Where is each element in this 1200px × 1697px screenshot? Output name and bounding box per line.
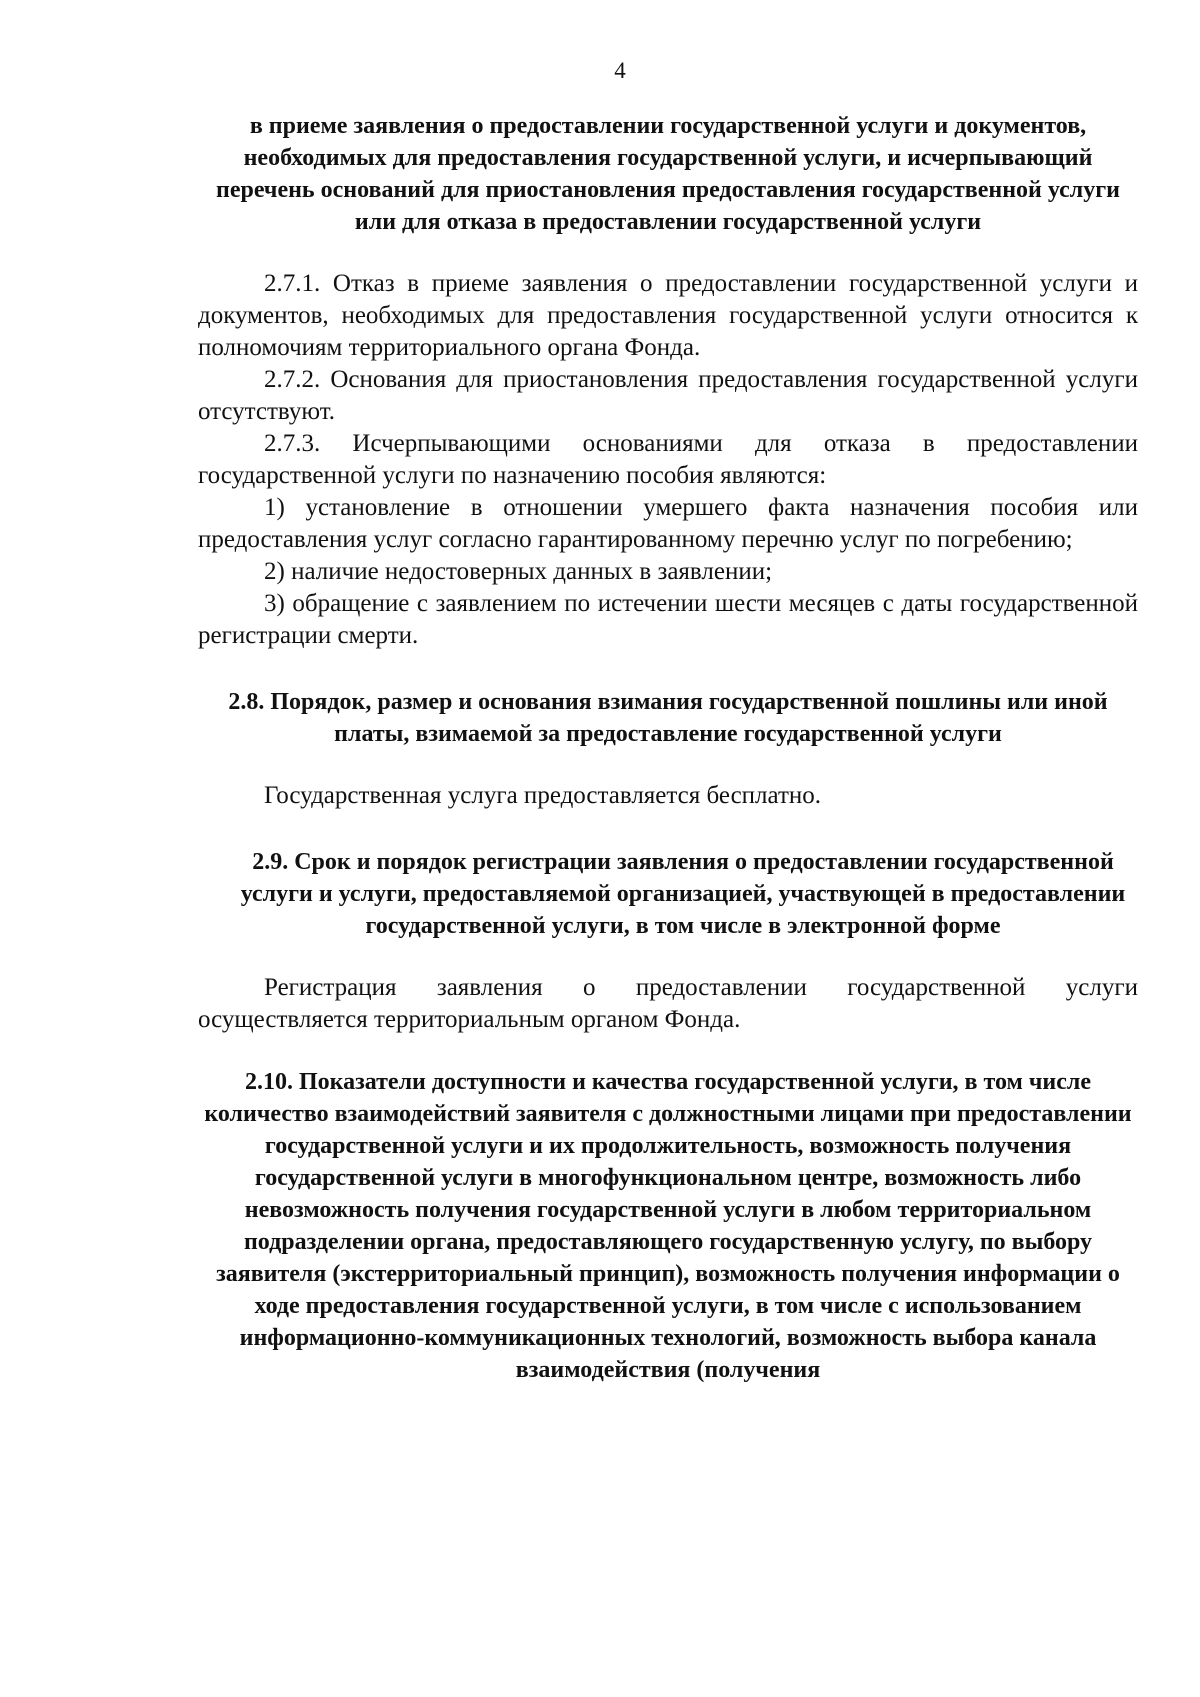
section-2-8-heading: 2.8. Порядок, размер и основания взимания государственной пошлины или иной платы, взимаемой за предоставление государственной услуги — [228, 689, 1108, 747]
section-2-10-heading: 2.10. Показатели доступности и качества государственной услуги, в том числе количество взаимодействий заявителя с должностными лицами при предоставлении государственной услуги и их продолжительность, возможность получения государственной услуги в многофункциональном центре, возможность либо невозможность получения государственной услуги в любом территориальном подразделении органа, предоставляющего государственную услугу, по выбору заявителя (экстерриториальный принцип), возможность получения информации о ходе предоставления государственной услуги, в том числе с использованием информационно-коммуникационных технологий, возможность выбора канала взаимодействия (получения — [204, 1069, 1132, 1383]
paragraph-2-7-3: 2.7.3. Исчерпывающими основаниями для отказа в предоставлении государственной услуги по назначению пособия являются: — [198, 430, 1138, 489]
section-2-10 — [198, 1066, 1138, 1386]
section-2-8-text: Государственная услуга предоставляется бесплатно. — [264, 782, 822, 809]
section-2-8 — [198, 686, 1138, 812]
paragraph-2-7-2: 2.7.2. Основания для приостановления предоставления государственной услуги отсутствуют. — [198, 366, 1138, 425]
section-2-9-heading: 2.9. Срок и порядок регистрации заявления о предоставлении государственной услуги и услуги, предоставляемой организацией, участвующей в предоставлении государственной услуги, в том числе в электронной форме — [240, 849, 1126, 939]
list-item-3: 3) обращение с заявлением по истечении шести месяцев с даты государственной регистрации смерти. — [198, 590, 1138, 649]
document-body — [198, 110, 1138, 1386]
section-2-9-text: Регистрация заявления о предоставлении государственной услуги осуществляется территориальным органом Фонда. — [198, 974, 1138, 1033]
list-item-2: 2) наличие недостоверных данных в заявлении; — [264, 558, 773, 585]
section-2-7 — [198, 268, 1138, 652]
paragraph-2-7-1: 2.7.1. Отказ в приеме заявления о предоставлении государственной услуги и документов, необходимых для предоставления государственной услуги относится к полномочиям территориального органа Фонда. — [198, 270, 1138, 361]
list-item-1: 1) установление в отношении умершего факта назначения пособия или предоставления услуг согласно гарантированному перечню услуг по погребению; — [198, 494, 1138, 553]
page-number: 4 — [614, 58, 626, 83]
heading-continued: в приеме заявления о предоставлении государственной услуги и документов, необходимых для предоставления государственной услуги, и исчерпывающий перечень оснований для приостановления предоставления государственной услуги или для отказа в предоставлении государственной услуги — [216, 113, 1120, 235]
section-2-9 — [198, 846, 1138, 1036]
